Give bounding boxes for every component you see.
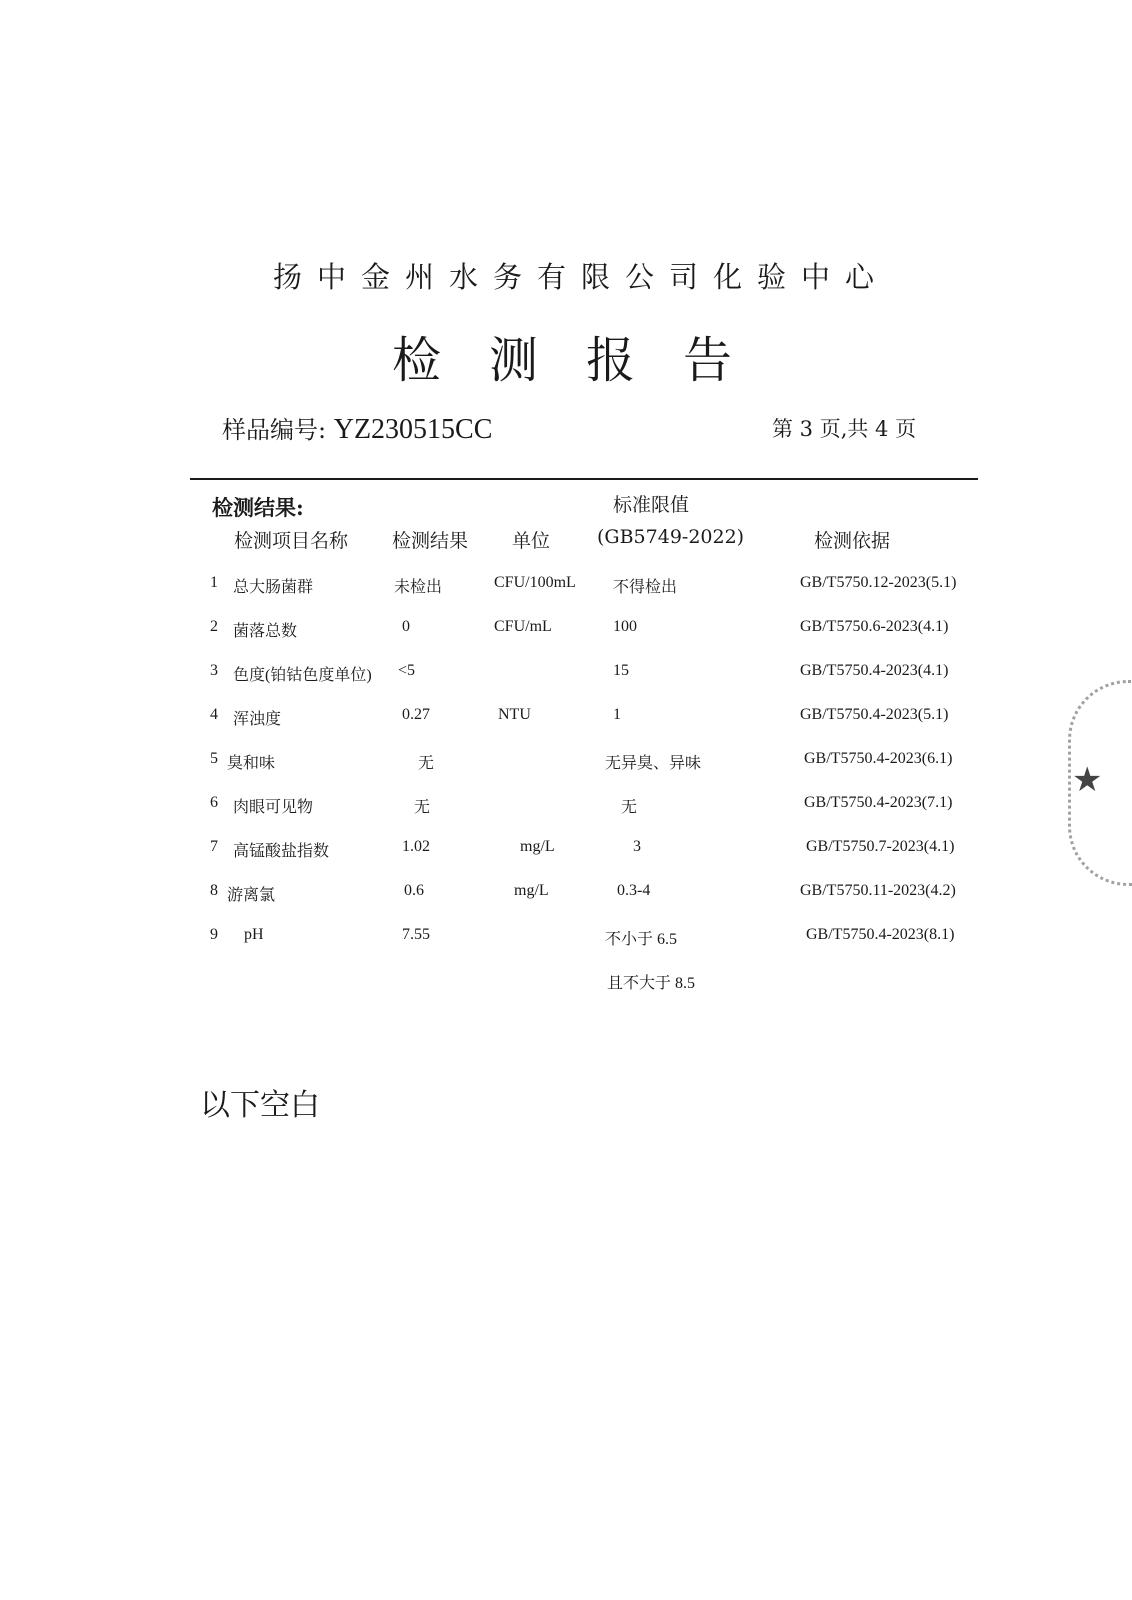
results-label: 检测结果:: [212, 495, 304, 520]
header-divider: [190, 478, 978, 480]
method-value: GB/T5750.4-2023(8.1): [806, 926, 955, 943]
limit-value: 不得检出: [613, 579, 678, 596]
result-value: <5: [398, 662, 416, 679]
row-number: 3: [210, 662, 218, 679]
unit-value: CFU/mL: [494, 618, 552, 635]
row-number: 7: [210, 838, 218, 855]
item-name: 色度(铂钴色度单位): [233, 667, 372, 684]
row-number: 4: [210, 706, 218, 723]
column-header-limit-line2: (GB5749-2022): [597, 526, 745, 548]
limit-value: 无异臭、异味: [605, 755, 702, 772]
method-value: GB/T5750.11-2023(4.2): [800, 882, 956, 899]
item-name: 总大肠菌群: [233, 579, 314, 596]
page-indicator: 第 3 页,共 4 页: [772, 417, 917, 441]
column-header-method: 检测依据: [814, 530, 891, 552]
item-name: 臭和味: [227, 755, 276, 772]
row-number: 6: [210, 794, 218, 811]
unit-value: NTU: [498, 706, 531, 723]
report-title: 检测报告: [391, 332, 780, 389]
unit-value: CFU/100mL: [494, 574, 576, 591]
column-header-unit: 单位: [512, 530, 551, 552]
limit-value: 不小于 6.5: [605, 931, 678, 948]
result-value: 0: [402, 618, 410, 635]
result-value: 0.27: [402, 706, 430, 723]
column-header-result: 检测结果: [392, 530, 469, 552]
item-name: 浑浊度: [233, 711, 282, 728]
method-value: GB/T5750.4-2023(7.1): [804, 794, 953, 811]
item-name: 肉眼可见物: [233, 799, 314, 816]
method-value: GB/T5750.4-2023(4.1): [800, 662, 949, 679]
result-value: 7.55: [402, 926, 430, 943]
row-number: 1: [210, 574, 218, 591]
limit-value-continued: 且不大于 8.5: [607, 975, 696, 992]
column-header-item: 检测项目名称: [234, 530, 349, 552]
column-header-limit-line1: 标准限值: [613, 494, 690, 516]
limit-value: 100: [613, 618, 637, 635]
organization-name: 扬中金州水务有限公司化验中心: [272, 260, 889, 294]
row-number: 9: [210, 926, 218, 943]
blank-below-note: 以下空白: [200, 1088, 320, 1123]
sample-number: [222, 410, 492, 446]
limit-value: 15: [613, 662, 629, 679]
sample-number-label: 样品编号:: [222, 416, 327, 444]
row-number: 8: [210, 882, 218, 899]
item-name: 菌落总数: [233, 623, 298, 640]
unit-value: mg/L: [520, 838, 555, 855]
limit-value: 3: [633, 838, 641, 855]
item-name: 高锰酸盐指数: [233, 843, 330, 860]
method-value: GB/T5750.7-2023(4.1): [806, 838, 955, 855]
item-name: 游离氯: [227, 887, 276, 904]
row-number: 2: [210, 618, 218, 635]
row-number: 5: [210, 750, 218, 767]
result-value: 无: [418, 755, 435, 772]
method-value: GB/T5750.12-2023(5.1): [800, 574, 957, 591]
seal-star-icon: ★: [1072, 760, 1103, 800]
limit-value: 无: [621, 799, 638, 816]
method-value: GB/T5750.6-2023(4.1): [800, 618, 949, 635]
method-value: GB/T5750.4-2023(6.1): [804, 750, 953, 767]
limit-value: 0.3-4: [617, 882, 651, 899]
item-name: pH: [244, 926, 264, 943]
method-value: GB/T5750.4-2023(5.1): [800, 706, 949, 723]
sample-number-value: YZ230515CC: [333, 414, 493, 445]
limit-value: 1: [613, 706, 621, 723]
result-value: 0.6: [404, 882, 424, 899]
result-value: 未检出: [394, 579, 443, 596]
result-value: 无: [414, 799, 431, 816]
unit-value: mg/L: [514, 882, 549, 899]
result-value: 1.02: [402, 838, 430, 855]
